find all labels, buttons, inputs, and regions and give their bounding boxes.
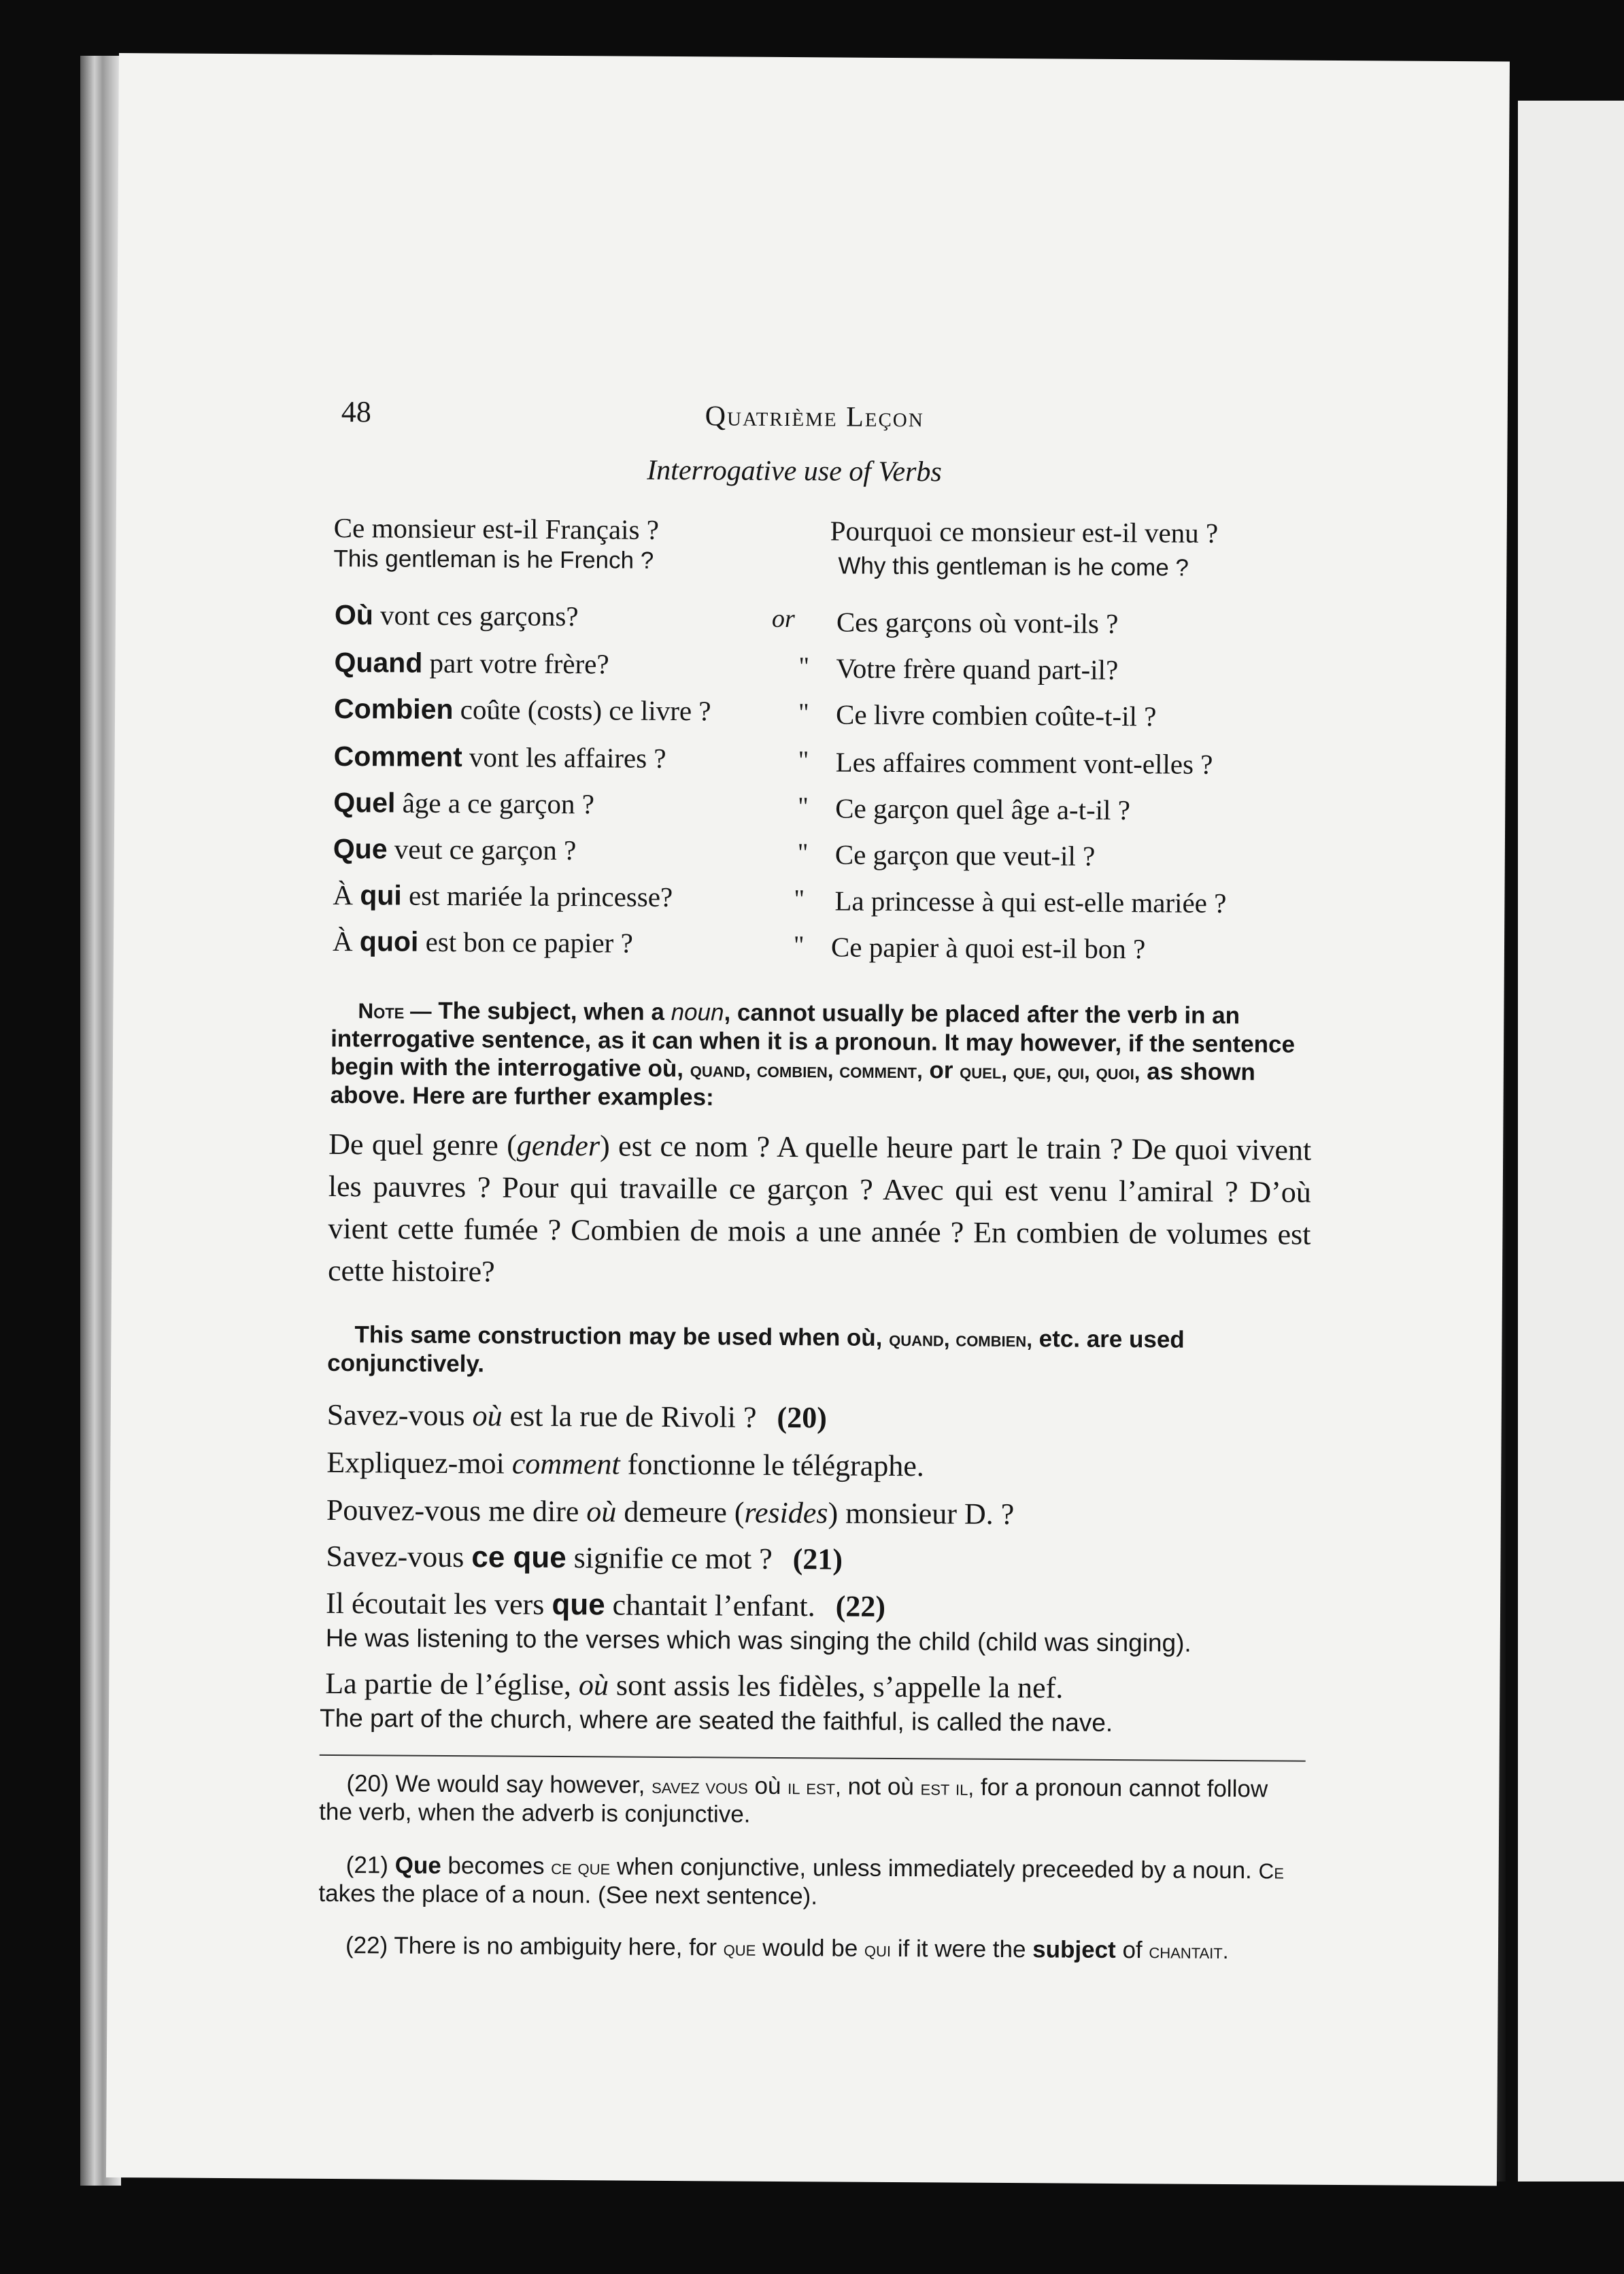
example-sentence: Pouvez-vous me dire où demeure (resides) monsieur D. ?	[326, 1493, 1015, 1531]
interrogative-word: Quand	[334, 646, 423, 679]
question-row-right: La princesse à qui est-elle mariée ?	[834, 885, 1227, 919]
question-row: Où vont ces garçons?	[334, 598, 579, 632]
interrogative-word: Quel	[333, 786, 396, 819]
example-right-translation: Why this gentleman is he come ?	[838, 552, 1189, 581]
example-sentence-20: Savez-vous où est la rue de Rivoli ? (20)	[326, 1397, 827, 1435]
row-separator: or	[771, 604, 795, 634]
ditto-mark: "	[797, 838, 809, 868]
interrogative-word: qui	[360, 879, 402, 911]
question-row-right: Ce livre combien coûte-t-il ?	[835, 698, 1157, 732]
question-row: Comment vont les affaires ?	[333, 740, 666, 774]
footnote-21: (21) Que becomes ce que when conjunctive, unless immediately preceeded by a noun. Ce takes the place of a noun. (See next sentence).	[318, 1852, 1285, 1910]
question-row: Combien coûte (costs) ce livre ?	[333, 692, 711, 727]
question-row-right: Ce garçon quel âge a-t-il ?	[835, 792, 1131, 826]
question-row-right: Ce garçon que veut-il ?	[834, 838, 1096, 872]
subheading: Interrogative use of Verbs	[647, 454, 942, 488]
page-number: 48	[341, 395, 371, 429]
sentence-translation: He was listening to the verses which was singing the child (child was singing).	[325, 1623, 1191, 1657]
footnote-divider	[320, 1754, 1306, 1762]
interrogative-word: Que	[333, 832, 388, 865]
question-row: Que veut ce garçon ?	[333, 832, 577, 866]
examples-paragraph: De quel genre (gender) est ce nom ? A quelle heure part le train ? De quoi vivent les pauvres ? Pour qui travaille ce garçon ? Avec qui est venu l’amiral ? D’où vient cette fumée ? Combien de mois a une année ? En combien de volumes est cette histoire?	[327, 1127, 1312, 1289]
ditto-mark: "	[793, 931, 805, 960]
interrogative-word: Où	[334, 598, 374, 631]
interrogative-word: Comment	[333, 740, 462, 773]
ditto-mark: "	[798, 698, 809, 728]
footnote-ref-20: (20)	[777, 1400, 827, 1435]
example-sentence-21: Savez-vous ce que signifie ce mot ? (21)	[326, 1539, 843, 1576]
sentence-translation: The part of the church, where are seated the faithful, is called the nave.	[319, 1703, 1113, 1737]
interrogative-word: Combien	[333, 692, 454, 726]
construction-note: This same construction may be used when où, quand, combien, etc. are used conjunctively.	[327, 1321, 1185, 1378]
question-row: À quoi est bon ce papier ?	[332, 925, 633, 959]
question-row-right: Ce papier à quoi est-il bon ?	[830, 931, 1146, 965]
question-row-right: Les affaires comment vont-elles ?	[835, 746, 1213, 780]
footnote-20: (20) We would say however, savez vous où il est, not où est il, for a pronoun cannot follow the verb, when the adverb is conjunctive.	[319, 1770, 1268, 1828]
footnote-22: (22) There is no ambiguity here, for que would be qui if it were the subject of chantait.	[345, 1932, 1229, 1964]
facing-page-edge	[1518, 101, 1624, 2182]
note-label: Note —	[358, 998, 432, 1023]
example-right: Pourquoi ce monsieur est-il venu ?	[830, 515, 1219, 549]
example-sentence-22: Il écoutait les vers que chantait l’enfant. (22)	[325, 1586, 886, 1623]
footnote-ref-21: (21)	[792, 1542, 843, 1576]
example-left-translation: This gentleman is he French ?	[333, 545, 654, 574]
book-page	[106, 53, 1510, 2186]
footnote-ref-22: (22)	[835, 1589, 886, 1623]
ditto-mark: "	[798, 746, 809, 775]
question-row: À qui est mariée la princesse?	[333, 879, 673, 913]
grammar-note: Note — The subject, when a noun, cannot usually be placed after the verb in an interrogative sentence, as it can when it is a pronoun. It may however, if the sentence begin with the interrogative où, quand, combien, comment, or quel, que, qui, quoi, as shown above. Here are further examples:	[330, 997, 1296, 1111]
question-row: Quel âge a ce garçon ?	[333, 786, 595, 820]
ditto-mark: "	[798, 792, 809, 821]
example-sentence: La partie de l’église, où sont assis les fidèles, s’appelle la nef.	[325, 1666, 1064, 1705]
example-sentence: Expliquez-moi comment fonctionne le télégraphe.	[326, 1445, 924, 1483]
example-left: Ce monsieur est-il Français ?	[333, 511, 660, 545]
running-head: Quatrième Leçon	[705, 401, 924, 434]
question-row-right: Ces garçons où vont-ils ?	[836, 606, 1119, 639]
question-row-right: Votre frère quand part-il?	[836, 652, 1119, 685]
ditto-mark: "	[794, 885, 805, 914]
question-row: Quand part votre frère?	[334, 646, 609, 680]
interrogative-word: quoi	[359, 926, 419, 957]
ditto-mark: "	[798, 652, 810, 681]
